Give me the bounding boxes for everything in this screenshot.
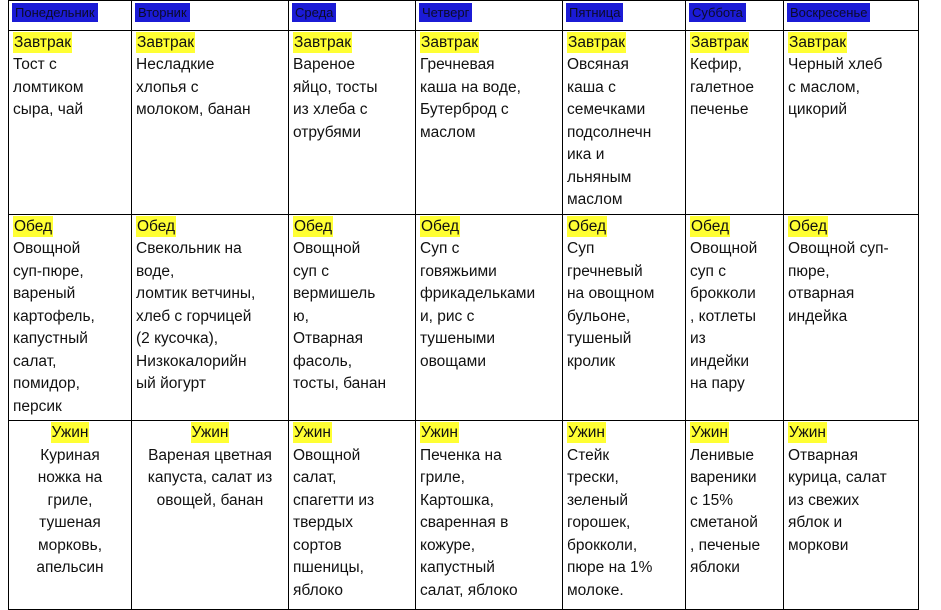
meal-description: Свекольник на воде, ломтик ветчины, хлеб с горчицей (2 кусочка), Низкокалорийн ый йогурт (136, 240, 256, 392)
breakfast-cell-sunday (784, 30, 919, 214)
header-cell-tuesday (132, 1, 289, 31)
day-label-sunday: Воскресенье (787, 3, 870, 22)
meal-label-lunch: Обед (14, 217, 53, 235)
meal-label-dinner: Ужин (568, 424, 605, 441)
meal-label-dinner: Ужин (789, 424, 826, 441)
day-label-thursday: Четверг (419, 3, 472, 22)
meal-description: Овощной суп с брокколи , котлеты из индейки на пару (690, 240, 758, 392)
dinner-cell-thursday (416, 421, 563, 610)
meal-label-lunch: Обед (137, 217, 176, 235)
dinner-cell-monday (9, 421, 132, 610)
weekly-meal-plan-table (8, 0, 919, 610)
dinner-row (9, 421, 919, 610)
meal-label-dinner: Ужин (191, 424, 229, 441)
meal-label-lunch: Обед (789, 217, 828, 235)
lunch-row (9, 214, 919, 421)
meal-label-dinner: Ужин (691, 424, 728, 441)
meal-label-breakfast: Завтрак (568, 33, 625, 51)
meal-description: Овощной суп с вермишель ю, Отварная фасоль, тосты, банан (293, 240, 387, 392)
meal-description: Вареная цветная капуста, салат из овощей, банан (147, 446, 273, 509)
meal-label-breakfast: Завтрак (294, 33, 351, 51)
meal-description: Суп с говяжьими фрикадельками и, рис с тушеными овощами (420, 240, 536, 370)
lunch-cell-friday (563, 214, 686, 421)
header-cell-monday (9, 1, 132, 31)
dinner-cell-tuesday (132, 421, 289, 610)
meal-label-dinner: Ужин (51, 424, 89, 441)
header-cell-friday (563, 1, 686, 31)
meal-description: Овощной салат, спагетти из твердых сортов пшеницы, яблоко (293, 446, 375, 599)
breakfast-cell-wednesday (289, 30, 416, 214)
lunch-cell-monday (9, 214, 132, 421)
meal-description: Гречневая каша на воде, Бутерброд с маслом (420, 56, 521, 141)
meal-label-lunch: Обед (421, 217, 460, 235)
meal-description: Тост с ломтиком сыра, чай (13, 56, 84, 118)
meal-label-lunch: Обед (691, 217, 730, 235)
breakfast-cell-saturday (686, 30, 784, 214)
meal-description: Несладкие хлопья с молоком, банан (136, 56, 251, 118)
day-label-wednesday: Среда (292, 3, 336, 22)
meal-description: Овощной суп-пюре, вареный картофель, капустный салат, помидор, персик (13, 240, 95, 415)
meal-description: Печенка на гриле, Картошка, сваренная в кожуре, капустный салат, яблоко (420, 446, 518, 599)
breakfast-cell-thursday (416, 30, 563, 214)
meal-label-breakfast: Завтрак (14, 33, 71, 51)
meal-label-lunch: Обед (568, 217, 607, 235)
meal-label-breakfast: Завтрак (137, 33, 194, 51)
day-label-monday: Понедельник (12, 3, 98, 22)
dinner-cell-friday (563, 421, 686, 610)
day-header-row (9, 1, 919, 31)
meal-description: Черный хлеб с маслом, цикорий (788, 56, 883, 118)
day-label-friday: Пятница (566, 3, 623, 22)
dinner-cell-wednesday (289, 421, 416, 610)
breakfast-row (9, 30, 919, 214)
header-cell-saturday (686, 1, 784, 31)
breakfast-cell-monday (9, 30, 132, 214)
lunch-cell-tuesday (132, 214, 289, 421)
lunch-cell-saturday (686, 214, 784, 421)
meal-label-dinner: Ужин (294, 424, 331, 441)
meal-description: Овощной суп- пюре, отварная индейка (788, 240, 889, 325)
meal-label-breakfast: Завтрак (421, 33, 478, 51)
meal-label-dinner: Ужин (421, 424, 458, 441)
meal-description: Кефир, галетное печенье (690, 56, 754, 118)
breakfast-cell-friday (563, 30, 686, 214)
dinner-cell-saturday (686, 421, 784, 610)
header-cell-sunday (784, 1, 919, 31)
header-cell-wednesday (289, 1, 416, 31)
lunch-cell-thursday (416, 214, 563, 421)
meal-description: Ленивые вареники с 15% сметаной , печеные яблоки (690, 446, 761, 576)
dinner-cell-sunday (784, 421, 919, 610)
meal-label-lunch: Обед (294, 217, 333, 235)
day-label-tuesday: Вторник (135, 3, 190, 22)
lunch-cell-sunday (784, 214, 919, 421)
meal-description: Суп гречневый на овощном бульоне, тушеный кролик (567, 240, 655, 370)
meal-description: Стейк трески, зеленый горошек, брокколи, пюре на 1% молоке. (567, 446, 653, 599)
lunch-cell-wednesday (289, 214, 416, 421)
meal-description: Отварная курица, салат из свежих яблок и моркови (788, 446, 887, 554)
breakfast-cell-tuesday (132, 30, 289, 214)
meal-description: Вареное яйцо, тосты из хлеба с отрубями (293, 56, 378, 141)
meal-label-breakfast: Завтрак (691, 33, 748, 51)
meal-label-breakfast: Завтрак (789, 33, 846, 51)
meal-description: Овсяная каша с семечками подсолнечн ика и льняным маслом (567, 56, 652, 208)
meal-description: Куриная ножка на гриле, тушеная морковь, апельсин (36, 446, 104, 576)
header-cell-thursday (416, 1, 563, 31)
day-label-saturday: Суббота (689, 3, 746, 22)
